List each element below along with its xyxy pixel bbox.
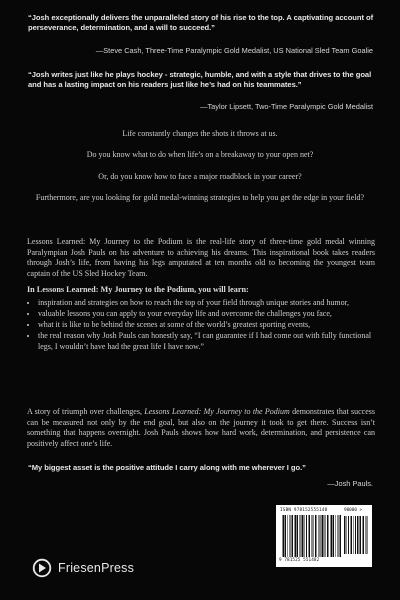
intro-line: Or, do you know how to face a major roadblock in your career? xyxy=(98,172,302,181)
barcode-bar xyxy=(331,515,332,557)
barcode-bar xyxy=(313,515,314,557)
barcode-bar xyxy=(320,515,321,557)
barcode-bar xyxy=(295,515,296,557)
barcode-bar xyxy=(322,515,324,557)
barcode-bar xyxy=(299,515,300,557)
barcode-addon-bars xyxy=(344,516,368,554)
barcode-bar xyxy=(309,515,311,557)
author-attribution: —Josh Pauls. xyxy=(327,479,373,488)
triumph-text-start: A story of triumph over challenges, xyxy=(27,407,145,416)
list-item: • the real reason why Josh Pauls can honestly say, “I can guarantee if I had come out with fully functional legs, I wouldn’t have had the great life I have now.” xyxy=(38,331,388,352)
learn-heading: In Lessons Learned: My Journey to the Podium, you will learn: xyxy=(27,285,249,294)
barcode-bar xyxy=(292,515,294,557)
barcode-bar xyxy=(340,515,342,557)
barcode-bar xyxy=(330,515,331,557)
barcode-bar xyxy=(325,515,326,557)
endorsement-quote: “Josh writes just like he plays hockey - strategic, humble, and with a style that drives to the goal and has a lasting impact on his readers just like he’s had on his teammates.” xyxy=(28,70,372,89)
list-item: • inspiration and strategies on how to reach the top of your field through unique stories and humor, xyxy=(38,298,388,309)
triumph-text-end: demonstrates that success can be measured not only by the end goal, but also on the journey it took to get there. Success isn’t something that happens overnight. Josh Pauls shows how hard work, determination, and persistence can positively affect one’s life. xyxy=(27,407,376,448)
barcode-bar xyxy=(304,515,305,557)
author-quote: “My biggest asset is the positive attitude I carry along with me wherever I go.” xyxy=(28,463,306,472)
endorsement-quote: “Josh exceptionally delivers the unparalleled story of his rise to the top. A captivating account of perseverance, determination, and a will to succeed.” xyxy=(28,13,374,32)
intro-line: Do you know what to do when life’s on a breakaway to your open net? xyxy=(86,150,314,159)
barcode-bar xyxy=(336,515,337,557)
barcode-bar xyxy=(357,516,359,554)
barcode-bar xyxy=(283,515,284,557)
barcode-bar xyxy=(301,515,302,557)
barcode-bar xyxy=(333,515,335,557)
book-description: Lessons Learned: My Journey to the Podium is the real-life story of three-time gold medal winning Paralympian Josh Pauls on his adventure to achieving his dreams. This inspirational book takes readers through Josh’s life, from having his legs amputated at ten months old to becoming the youngest team captain of the US Sled Hockey Team. xyxy=(27,237,375,278)
price-code: 90000 > xyxy=(344,508,363,513)
barcode-bar xyxy=(288,515,289,557)
barcode-bar xyxy=(338,515,339,557)
barcode-bar xyxy=(318,515,319,557)
publisher-logo xyxy=(32,556,134,580)
barcode-bar xyxy=(282,515,283,557)
barcode-bar xyxy=(344,516,346,554)
barcode-bar xyxy=(366,516,367,554)
barcode-bar xyxy=(285,515,287,557)
barcode-bar xyxy=(351,516,353,554)
learn-list xyxy=(27,298,388,353)
barcode-bars xyxy=(282,515,342,557)
barcode-bar xyxy=(354,516,355,554)
barcode-bar xyxy=(294,515,295,557)
barcode-bar xyxy=(355,516,356,554)
triumph-paragraph xyxy=(27,407,375,449)
book-title-italic: Lessons Learned: My Journey to the Podium xyxy=(144,407,290,416)
publisher-name: FriesenPress xyxy=(58,561,135,575)
barcode-bar xyxy=(347,516,348,554)
barcode-bar xyxy=(327,515,329,557)
barcode-bar xyxy=(359,516,360,554)
barcode-bar xyxy=(302,515,304,557)
barcode-bar xyxy=(367,516,368,554)
intro-line: Furthermore, are you looking for gold medal-winning strategies to help you get the edge in your field? xyxy=(35,193,365,202)
barcode-bar xyxy=(311,515,312,557)
isbn-label: ISBN 978152555148 xyxy=(280,508,328,513)
barcode-bar xyxy=(290,515,291,557)
barcode-bar xyxy=(324,515,325,557)
barcode-bar xyxy=(306,515,307,557)
barcode-digits: 9 781525 551482 xyxy=(279,558,320,563)
intro-line: Life constantly changes the shots it throws at us. xyxy=(122,129,278,138)
barcode-bar xyxy=(348,516,349,554)
barcode-bar xyxy=(297,515,299,557)
barcode-bar xyxy=(363,516,365,554)
barcode-bar xyxy=(315,515,317,557)
barcode-bar xyxy=(360,516,361,554)
isbn-barcode xyxy=(276,505,372,567)
endorsement-attribution: —Taylor Lipsett, Two-Time Paralympic Gold Medalist xyxy=(200,102,373,111)
list-item: • what it is like to be behind the scenes at some of the world’s greatest sporting events, xyxy=(38,320,388,331)
list-item: • valuable lessons you can apply to your everyday life and overcome the challenges you face, xyxy=(38,309,388,320)
endorsement-attribution: —Steve Cash, Three-Time Paralympic Gold Medalist, US National Sled Team Goalie xyxy=(95,46,373,55)
friesenpress-logo-icon xyxy=(32,558,52,578)
